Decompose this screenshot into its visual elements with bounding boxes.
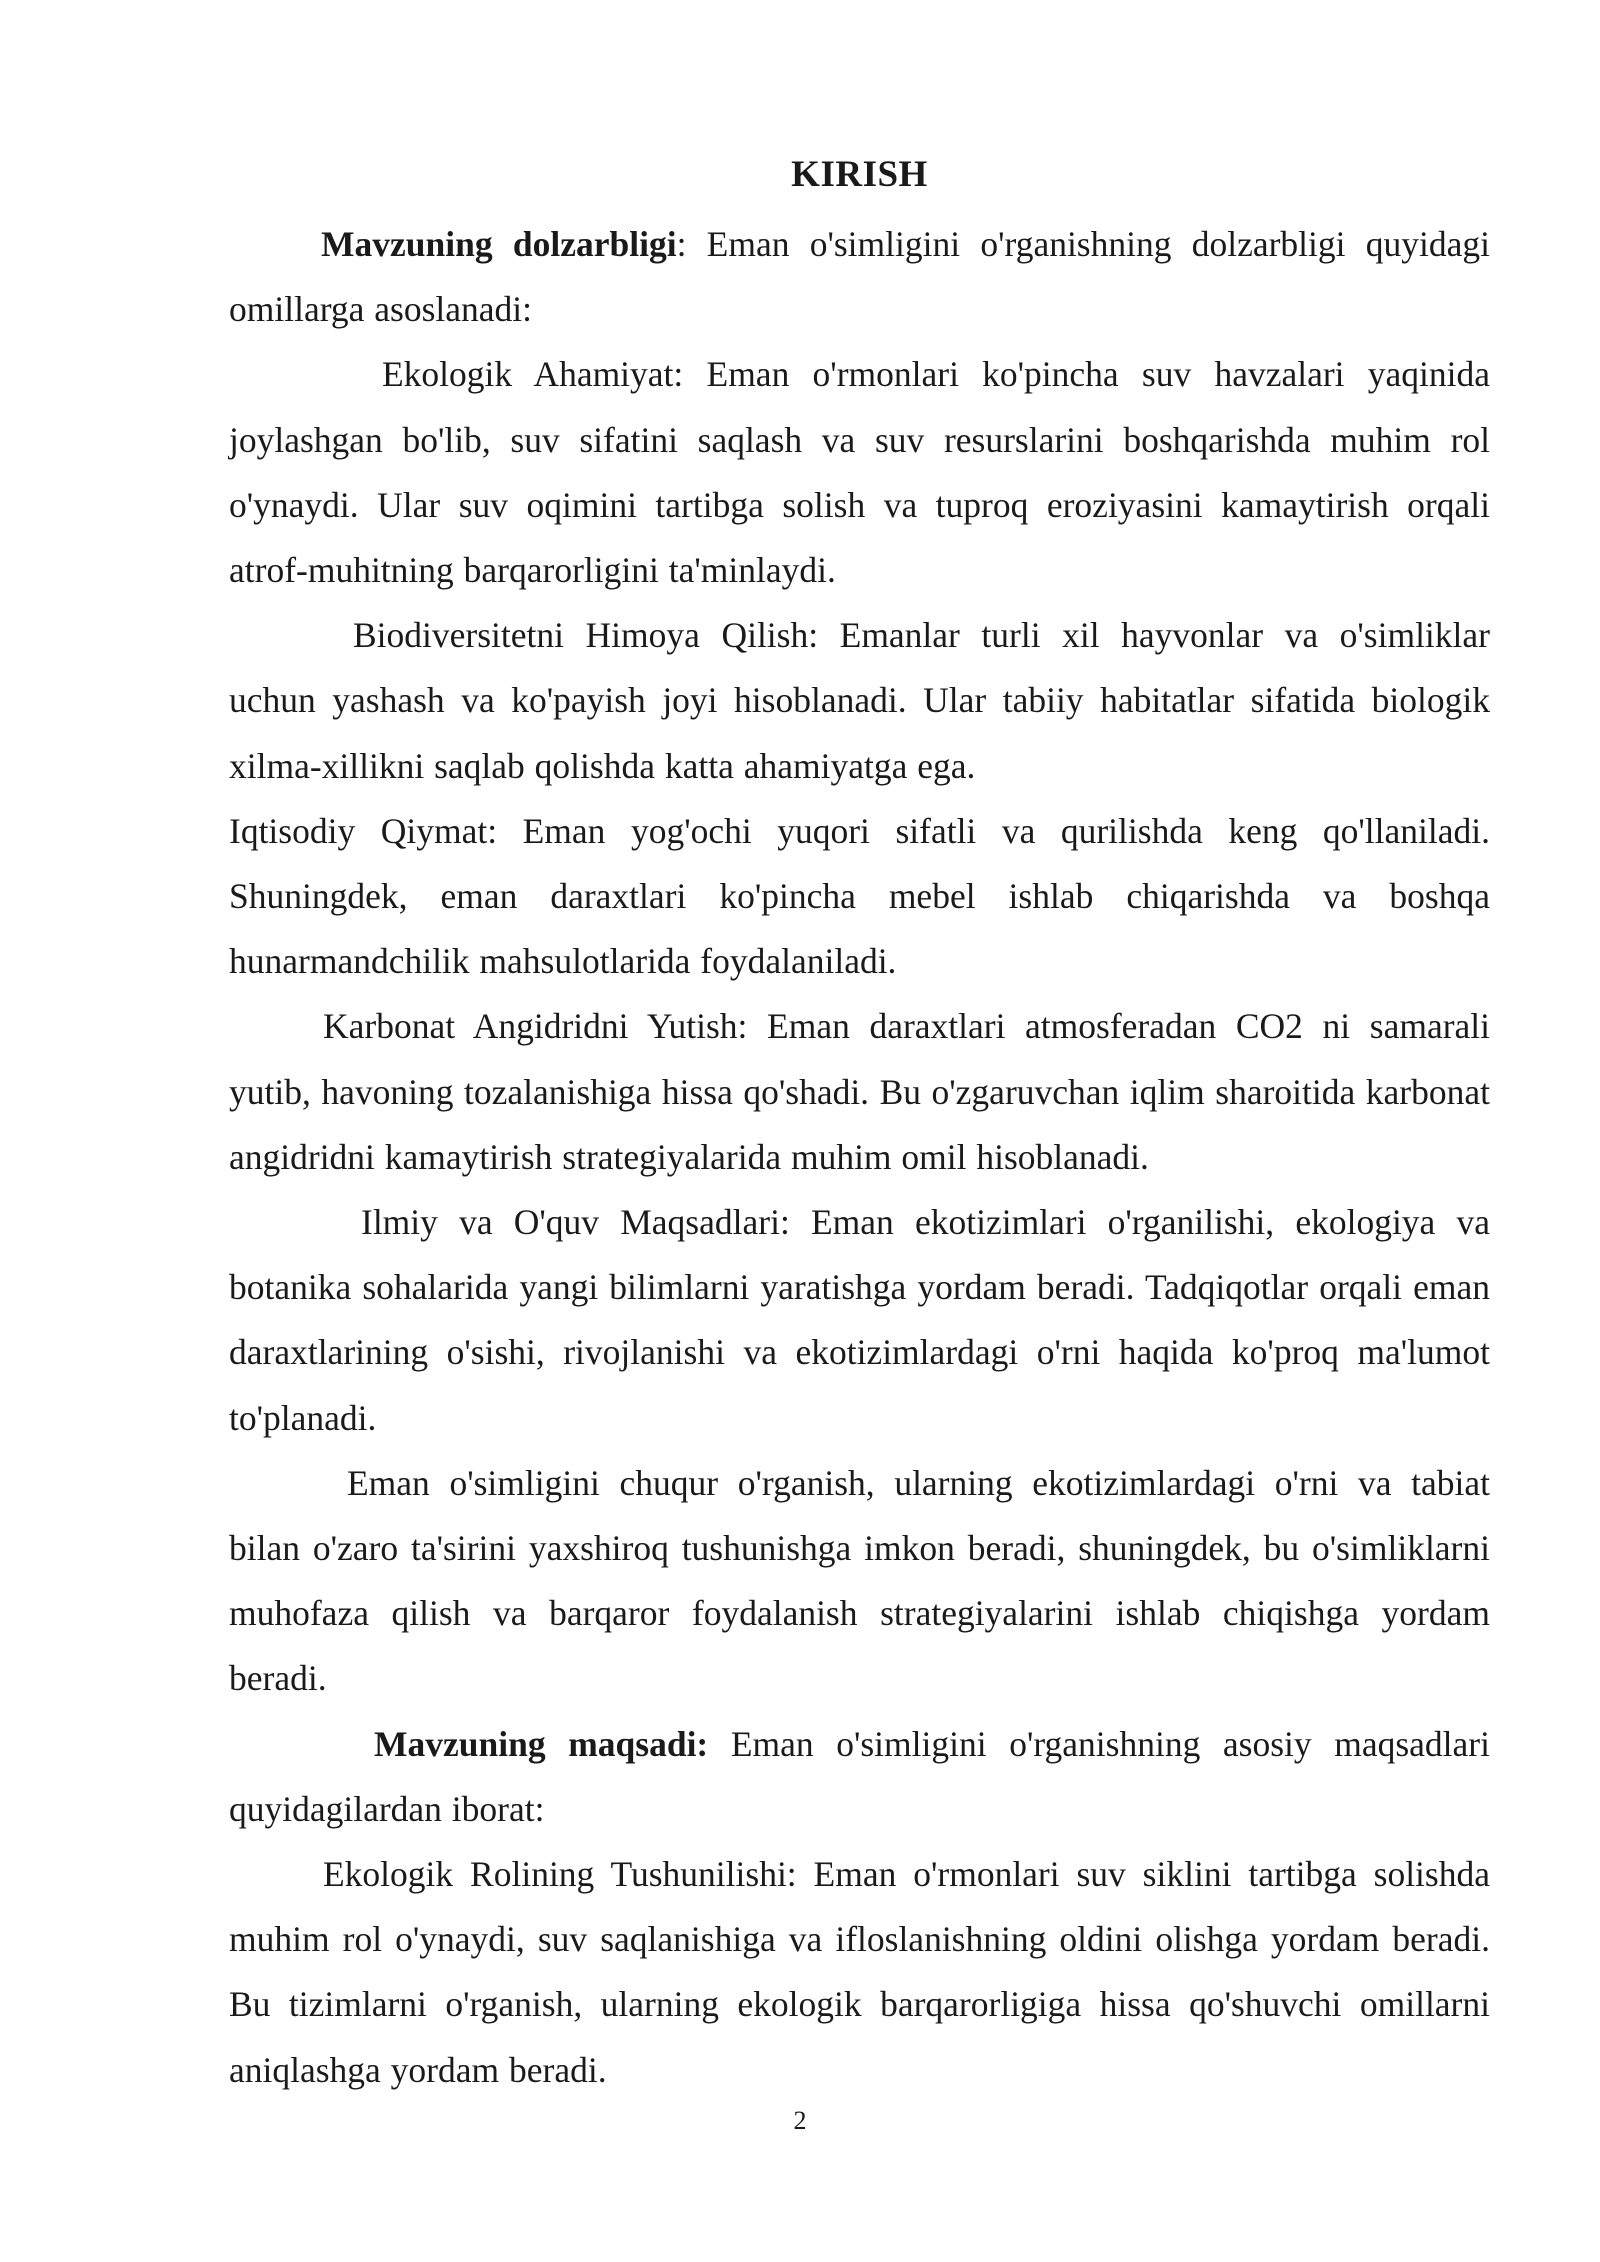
paragraph-relevance — [229, 212, 1490, 342]
page-number: 2 — [793, 2106, 807, 2135]
paragraph-text: Ekologik Rolining Tushunilishi: Eman o'rmonlari suv siklini tartibga solishda muhim rol o'ynaydi, suv saqlanishiga va ifloslanishning oldini olishga yordam beradi. Bu tizimlarni o'rganish, ularning ekologik barqarorligiga hissa qo'shuvchi omillarni aniqlashga yordam beradi. — [229, 1854, 1490, 2090]
paragraph-text: : Eman o'simligini o'rganishning dolzarbligi quyidagi omillarga asoslanadi: — [229, 224, 1491, 330]
paragraph-lead: Mavzuning maqsadi: — [374, 1723, 709, 1764]
paragraph-text: Ekologik Ahamiyat: Eman o'rmonlari ko'pincha suv havzalari yaqinida joylashgan bo'lib, suv sifatini saqlash va suv resurslarini boshqarishda muhim rol o'ynaydi. Ular suv oqimini tartibga solish va tuproq eroziyasini kamaytirish orqali atrof-muhitning barqarorligini ta'minlaydi. — [229, 354, 1490, 591]
paragraph-ecological-role — [229, 1842, 1490, 2103]
paragraph-lead: Mavzuning dolzarbligi — [321, 224, 677, 264]
page-title: KIRISH — [791, 154, 928, 195]
paragraph-ecological-importance — [229, 342, 1490, 603]
paragraph-economic-value — [229, 799, 1490, 995]
paragraph-text: Biodiversitetni Himoya Qilish: Emanlar turli xil hayvonlar va o'simliklar uchun yashash va ko'payish joyi hisoblanadi. Ular tabiiy habitatlar sifatida biologik xilma-xillikni saqlab qolishda katta ahamiyatga ega. — [229, 615, 1490, 786]
paragraph-text: Ilmiy va O'quv Maqsadlari: Eman ekotizimlari o'rganilishi, ekologiya va botanika sohalarida yangi bilimlarni yaratishga yordam beradi. Tadqiqotlar orqali eman daraxtlarining o'sishi, rivojlanishi va ekotizimlardagi o'rni haqida ko'proq ma'lumot to'planadi. — [229, 1202, 1490, 1438]
paragraph-scientific-goals — [229, 1190, 1490, 1451]
paragraph-carbon-absorption — [229, 994, 1490, 1190]
page-body — [229, 148, 1490, 2103]
paragraph-text: Iqtisodiy Qiymat: Eman yog'ochi yuqori sifatli va qurilishda keng qo'llaniladi. Shuningdek, eman daraxtlari ko'pincha mebel ishlab chiqarishda va boshqa hunarmandchilik mahsulotlarida foydalaniladi. — [229, 810, 1490, 982]
paragraph-text: Eman o'simligini chuqur o'rganish, ularning ekotizimlardagi o'rni va tabiat bilan o'zaro ta'sirini yaxshiroq tushunishga imkon beradi, shuningdek, bu o'simliklarni muhofaza qilish va barqaror foydalanish strategiyalarini ishlab chiqishga yordam beradi. — [229, 1462, 1490, 1699]
paragraph-biodiversity — [229, 603, 1490, 799]
paragraph-text: Eman o'simligini o'rganishning asosiy maqsadlari quyidagilardan iborat: — [229, 1723, 1490, 1829]
paragraph-objective — [229, 1712, 1490, 1842]
paragraph-text: Karbonat Angidridni Yutish: Eman daraxtlari atmosferadan CO2 ni samarali yutib, havoning tozalanishiga hissa qo'shadi. Bu o'zgaruvchan iqlim sharoitida karbonat angidridni kamaytirish strategiyalarida muhim omil hisoblanadi. — [229, 1006, 1490, 1177]
paragraph-deep-study — [229, 1451, 1490, 1712]
